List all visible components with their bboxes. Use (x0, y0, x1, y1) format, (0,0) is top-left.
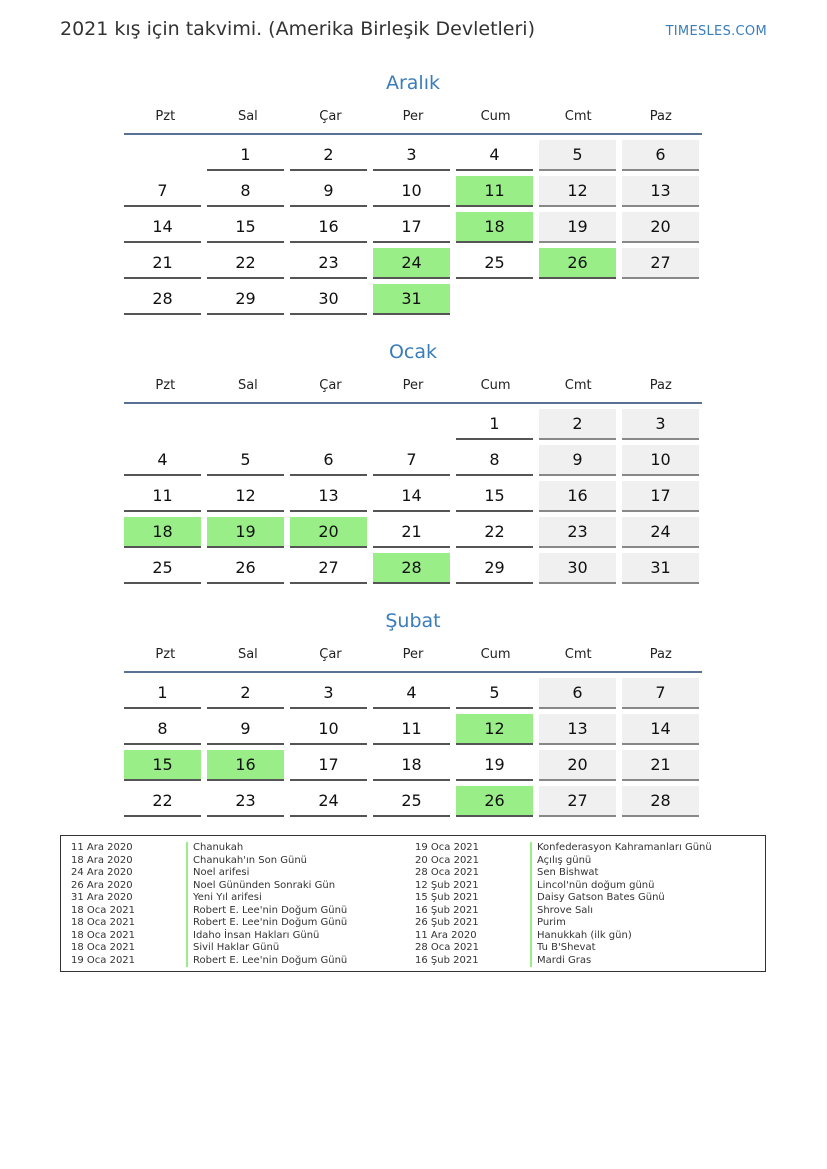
legend-holiday-name: Robert E. Lee'nin Doğum Günü (186, 905, 347, 918)
day-cell: 16 (539, 481, 616, 512)
day-cell: 18 (124, 517, 201, 548)
legend-date: 18 Ara 2020 (71, 854, 133, 866)
legend-holiday-name: Robert E. Lee'nin Doğum Günü (186, 917, 347, 930)
day-cell: 13 (290, 481, 367, 512)
day-cell: 23 (539, 517, 616, 548)
legend-row (61, 905, 347, 918)
header-divider (124, 133, 702, 135)
day-cell: 8 (207, 176, 284, 207)
legend-holiday-name: Mardi Gras (530, 955, 591, 968)
legend-row (405, 942, 712, 955)
day-cell: 29 (456, 553, 533, 584)
day-cell: 2 (290, 140, 367, 171)
day-cell: 7 (622, 678, 699, 709)
legend-row (61, 930, 347, 943)
day-cell: 10 (373, 176, 450, 207)
day-cell: 9 (539, 445, 616, 476)
legend-row (61, 880, 347, 893)
day-cell: 24 (373, 248, 450, 279)
legend-row (61, 855, 347, 868)
legend-date: 18 Oca 2021 (71, 929, 136, 941)
weekday-header (124, 371, 702, 399)
day-cell: 19 (539, 212, 616, 243)
day-cell: 24 (290, 786, 367, 817)
week-row (124, 140, 702, 171)
legend-row (405, 917, 712, 930)
day-cell: 4 (124, 445, 201, 476)
legend-date: 26 Ara 2020 (71, 879, 133, 891)
weekday-label: Sal (237, 646, 258, 662)
week-row (124, 481, 702, 512)
legend-row (61, 917, 347, 930)
weekday-header (124, 640, 702, 668)
day-cell: 6 (290, 445, 367, 476)
day-cell: 22 (207, 248, 284, 279)
day-cell: 14 (124, 212, 201, 243)
empty-day-cell (622, 284, 699, 315)
weekday-label: Cmt (564, 377, 592, 393)
day-cell: 15 (207, 212, 284, 243)
day-cell: 31 (373, 284, 450, 315)
legend-row (405, 880, 712, 893)
day-cell: 19 (207, 517, 284, 548)
weekday-label: Cum (480, 108, 511, 124)
day-cell: 5 (456, 678, 533, 709)
day-cell: 17 (622, 481, 699, 512)
legend-holiday-name: Sivil Haklar Günü (186, 942, 279, 955)
week-row (124, 786, 702, 817)
weekday-label: Cum (480, 377, 511, 393)
day-cell: 25 (456, 248, 533, 279)
header-divider (124, 402, 702, 404)
day-cell: 16 (290, 212, 367, 243)
legend-holiday-name: Daisy Gatson Bates Günü (530, 892, 665, 905)
weekday-label: Paz (649, 377, 672, 393)
legend-column-left (61, 842, 347, 967)
legend-holiday-name: Chanukah'ın Son Günü (186, 855, 307, 868)
day-cell: 19 (456, 750, 533, 781)
legend-date: 19 Oca 2021 (71, 954, 136, 966)
day-cell: 4 (456, 140, 533, 171)
legend-holiday-name: Açılış günü (530, 855, 591, 868)
day-cell: 21 (622, 750, 699, 781)
day-cell: 20 (539, 750, 616, 781)
holiday-legend (60, 835, 766, 972)
day-cell: 7 (373, 445, 450, 476)
day-cell: 4 (373, 678, 450, 709)
day-cell: 7 (124, 176, 201, 207)
day-cell: 25 (373, 786, 450, 817)
day-cell: 12 (539, 176, 616, 207)
day-cell: 11 (124, 481, 201, 512)
day-cell: 3 (622, 409, 699, 440)
weekday-label: Çar (319, 108, 342, 124)
legend-date: 18 Oca 2021 (71, 917, 136, 928)
weekday-label: Çar (319, 646, 342, 662)
week-row (124, 678, 702, 709)
day-cell: 15 (456, 481, 533, 512)
weekday-label: Sal (237, 377, 258, 393)
day-cell: 10 (290, 714, 367, 745)
week-row (124, 409, 702, 440)
day-cell: 1 (124, 678, 201, 709)
week-row (124, 714, 702, 745)
day-cell: 8 (124, 714, 201, 745)
legend-date: 28 Oca 2021 (415, 867, 480, 878)
month-title: Şubat (385, 610, 441, 632)
weekday-label: Cum (480, 646, 511, 662)
day-cell: 6 (539, 678, 616, 709)
day-cell: 15 (124, 750, 201, 781)
day-cell: 23 (290, 248, 367, 279)
legend-row (405, 842, 712, 855)
month-calendar-february (124, 606, 702, 822)
day-cell: 30 (290, 284, 367, 315)
legend-holiday-name: Lincol'nün doğum günü (530, 880, 654, 893)
day-cell: 5 (539, 140, 616, 171)
legend-date: 11 Ara 2020 (415, 929, 477, 941)
day-cell: 12 (207, 481, 284, 512)
legend-row (405, 905, 712, 918)
empty-day-cell (456, 284, 533, 315)
legend-holiday-name: Yeni Yıl arifesi (186, 892, 262, 905)
day-cell: 1 (207, 140, 284, 171)
day-cell: 13 (539, 714, 616, 745)
legend-holiday-name: Noel Gününden Sonraki Gün (186, 880, 335, 893)
day-cell: 9 (290, 176, 367, 207)
weekday-label: Sal (237, 108, 258, 124)
legend-holiday-name: Sen Bishwat (530, 867, 598, 880)
header-divider (124, 671, 702, 673)
day-cell: 14 (373, 481, 450, 512)
day-cell: 26 (207, 553, 284, 584)
legend-holiday-name: Noel arifesi (186, 867, 249, 880)
weeks-grid (124, 140, 702, 315)
empty-day-cell (124, 409, 201, 440)
day-cell: 2 (539, 409, 616, 440)
day-cell: 25 (124, 553, 201, 584)
day-cell: 11 (373, 714, 450, 745)
day-cell: 11 (456, 176, 533, 207)
legend-date: 28 Oca 2021 (415, 942, 480, 953)
weekday-label: Per (402, 646, 424, 662)
weekday-label: Pzt (155, 108, 176, 124)
day-cell: 20 (290, 517, 367, 548)
weekday-label: Pzt (155, 377, 176, 393)
weekday-label: Cmt (564, 646, 592, 662)
page-title: 2021 kış için takvimi. (Amerika Birleşik Devletleri) (60, 18, 535, 40)
empty-day-cell (290, 409, 367, 440)
day-cell: 13 (622, 176, 699, 207)
week-row (124, 212, 702, 243)
brand-link[interactable]: TIMESLES.COM (665, 24, 767, 39)
legend-date: 18 Oca 2021 (71, 904, 136, 916)
legend-date: 19 Oca 2021 (415, 842, 480, 853)
legend-row (405, 855, 712, 868)
day-cell: 9 (207, 714, 284, 745)
weeks-grid (124, 678, 702, 817)
day-cell: 16 (207, 750, 284, 781)
month-calendar-december (124, 68, 702, 320)
day-cell: 24 (622, 517, 699, 548)
legend-row (61, 867, 347, 880)
day-cell: 1 (456, 409, 533, 440)
weekday-label: Paz (649, 646, 672, 662)
day-cell: 28 (373, 553, 450, 584)
day-cell: 23 (207, 786, 284, 817)
day-cell: 26 (539, 248, 616, 279)
day-cell: 22 (456, 517, 533, 548)
day-cell: 27 (539, 786, 616, 817)
empty-day-cell (373, 409, 450, 440)
day-cell: 21 (373, 517, 450, 548)
legend-date: 16 Şub 2021 (415, 954, 479, 966)
week-row (124, 750, 702, 781)
legend-row (405, 955, 712, 968)
day-cell: 28 (124, 284, 201, 315)
weekday-label: Per (402, 108, 424, 124)
legend-holiday-name: Robert E. Lee'nin Doğum Günü (186, 955, 347, 968)
legend-date: 18 Oca 2021 (71, 942, 136, 953)
legend-row (61, 892, 347, 905)
legend-row (61, 842, 347, 855)
day-cell: 10 (622, 445, 699, 476)
weekday-header (124, 102, 702, 130)
weekday-label: Per (402, 377, 424, 393)
day-cell: 3 (290, 678, 367, 709)
month-title: Aralık (385, 72, 440, 94)
empty-day-cell (539, 284, 616, 315)
legend-row (61, 955, 347, 968)
weekday-label: Pzt (155, 646, 176, 662)
legend-date: 12 Şub 2021 (415, 879, 479, 891)
day-cell: 22 (124, 786, 201, 817)
legend-date: 11 Ara 2020 (71, 842, 133, 853)
week-row (124, 517, 702, 548)
legend-holiday-name: Hanukkah (ilk gün) (530, 930, 632, 943)
weekday-label: Cmt (564, 108, 592, 124)
week-row (124, 553, 702, 584)
legend-holiday-name: Konfederasyon Kahramanları Günü (530, 842, 712, 855)
day-cell: 28 (622, 786, 699, 817)
day-cell: 18 (456, 212, 533, 243)
legend-row (405, 867, 712, 880)
legend-holiday-name: Purim (530, 917, 566, 930)
legend-date: 20 Oca 2021 (415, 854, 480, 866)
day-cell: 20 (622, 212, 699, 243)
day-cell: 3 (373, 140, 450, 171)
legend-date: 31 Ara 2020 (71, 892, 133, 903)
weeks-grid (124, 409, 702, 584)
weekday-label: Paz (649, 108, 672, 124)
day-cell: 14 (622, 714, 699, 745)
legend-date: 26 Şub 2021 (415, 917, 479, 928)
day-cell: 30 (539, 553, 616, 584)
day-cell: 26 (456, 786, 533, 817)
day-cell: 8 (456, 445, 533, 476)
week-row (124, 176, 702, 207)
legend-row (405, 892, 712, 905)
legend-date: 15 Şub 2021 (415, 892, 479, 903)
legend-row (405, 930, 712, 943)
legend-holiday-name: Chanukah (186, 842, 243, 855)
weekday-label: Çar (319, 377, 342, 393)
day-cell: 5 (207, 445, 284, 476)
day-cell: 31 (622, 553, 699, 584)
empty-day-cell (124, 140, 201, 171)
legend-date: 24 Ara 2020 (71, 867, 133, 878)
day-cell: 17 (373, 212, 450, 243)
week-row (124, 284, 702, 315)
day-cell: 6 (622, 140, 699, 171)
empty-day-cell (207, 409, 284, 440)
week-row (124, 248, 702, 279)
day-cell: 27 (622, 248, 699, 279)
day-cell: 12 (456, 714, 533, 745)
week-row (124, 445, 702, 476)
day-cell: 2 (207, 678, 284, 709)
day-cell: 27 (290, 553, 367, 584)
legend-holiday-name: Tu B'Shevat (530, 942, 596, 955)
legend-row (61, 942, 347, 955)
legend-date: 16 Şub 2021 (415, 904, 479, 916)
month-calendar-january (124, 337, 702, 589)
month-title: Ocak (388, 341, 438, 363)
legend-column-right (405, 842, 712, 967)
legend-holiday-name: Idaho İnsan Hakları Günü (186, 930, 319, 943)
legend-holiday-name: Shrove Salı (530, 905, 593, 918)
day-cell: 21 (124, 248, 201, 279)
day-cell: 29 (207, 284, 284, 315)
day-cell: 18 (373, 750, 450, 781)
day-cell: 17 (290, 750, 367, 781)
